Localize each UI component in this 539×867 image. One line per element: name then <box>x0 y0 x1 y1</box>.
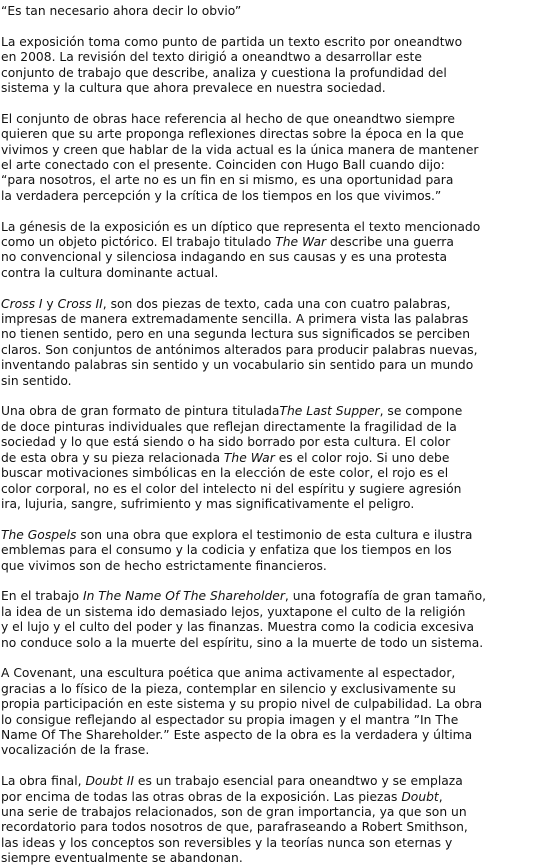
paragraph-text: Una obra de gran formato de pintura titulada <box>1 404 280 419</box>
paragraph-text: La génesis de la exposición es un díptico que representa el texto mencionado como un objeto pictórico. El trabajo titulado <box>1 219 481 250</box>
paragraph-text: describe una guerra no convencional y silenciosa indagando en sus causas y es una protesta contra la cultura dominante actual. <box>1 235 454 280</box>
paragraph <box>1 666 533 758</box>
paragraph-text: A Covenant, una escultura poética que anima activamente al espectador, gracias a lo físico de la pieza, contemplar en silencio y exclusivamente su propia participación en este sistema y su propio nivel de culpabilidad. La obra lo consigue reflejando al espectador su propia imagen y el mantra ”In The Name Of The Shareholder.” Este aspecto de la obra es la verdadera y última vocalización de la frase. <box>1 666 483 758</box>
work-title: Cross II <box>57 296 103 311</box>
paragraph-text: El conjunto de obras hace referencia al hecho de que oneandtwo siempre quieren que su arte proponga reflexiones directas sobre la época en la que vivimos y creen que hablar de la vida actual es la única manera de mantener el arte conectado con el presente. Coinciden con Hugo Ball cuando dijo: “para nosotros, el arte no es un fin en si mismo, es una oportunidad para la verdadera percepción y la crítica de los tiempos en los que vivimos.” <box>1 111 479 203</box>
paragraph-text: La exposición toma como punto de partida un texto escrito por oneandtwo en 2008. La revisión del texto dirigió a oneandtwo a desarrollar este conjunto de trabajo que describe, analiza y cuestiona la profundidad del sistema y la cultura que ahora prevalece en nuestra sociedad. <box>1 34 463 96</box>
work-title: Cross I <box>1 296 43 311</box>
paragraph <box>1 528 533 574</box>
work-title: The Gospels <box>1 527 77 542</box>
paragraph-text: , una fotografía de gran tamaño, la idea de un sistema ido demasiado lejos, yuxtapone el culto de la religión y el lujo y el culto del poder y las finanzas. Muestra como la codicia excesiva no conduce solo a la muerte del espíritu, sino a la muerte de todo un sistema. <box>1 589 486 650</box>
paragraph-text: son una obra que explora el testimonio de esta cultura e ilustra emblemas para el consumo y la codicia y enfatiza que los tiempos en los que vivimos son de hecho estrictamente financieros. <box>1 527 473 573</box>
paragraph <box>1 297 533 389</box>
work-title: Doubt <box>401 789 439 804</box>
work-title: Doubt II <box>85 774 135 789</box>
paragraph-text: , se compone de doce pinturas individuales que reflejan directamente la fragilidad de la sociedad y lo que está siendo o ha sido borrado por esta cultura. El color de esta obra y su pieza relacionada <box>1 404 463 465</box>
paragraph <box>1 35 533 97</box>
paragraph-text: La obra final, <box>1 774 86 789</box>
work-title: In The Name Of The Shareholder <box>82 589 285 604</box>
paragraph-text: y <box>42 296 58 311</box>
paragraph-text: En el trabajo <box>1 589 83 604</box>
paragraph-list <box>1 35 533 867</box>
paragraph <box>1 589 533 651</box>
paragraph <box>1 112 533 204</box>
work-title: The War <box>275 235 327 250</box>
work-title: The Last Supper <box>279 404 380 419</box>
paragraph-text: , una serie de trabajos relacionados, son de gran importancia, ya que son un recordatorio para todos nosotros de que, parafraseando a Robert Smithson, las ideas y los conceptos son reversibles y la teorías nunca son eternas y siempre eventualmente se abandonan. <box>1 789 468 866</box>
paragraph <box>1 404 533 512</box>
paragraph <box>1 220 533 282</box>
work-title: The War <box>223 450 275 465</box>
paragraph-text: es el color rojo. Si uno debe buscar motivaciones simbólicas en la elección de este color, el rojo es el color corporal, no es el color del intelecto ni del espíritu y sugiere agresión ira, lujuria, sangre, sufrimiento y mas significativamente el peligro. <box>1 450 462 511</box>
paragraph <box>1 774 533 866</box>
paragraph-text: , son dos piezas de texto, cada una con cuatro palabras, impresas de manera extremadamente sencilla. A primera vista las palabras no tienen sentido, pero en una segunda lectura sus significados se perciben claros. Son conjuntos de antónimos alterados para producir palabras nuevas, inventando palabras sin sentido y un vocabulario sin sentido para un mundo sin sentido. <box>1 296 478 388</box>
paragraph-text: es un trabajo esencial para oneandtwo y se emplaza por encima de todas las otras obras de la exposición. Las piezas <box>1 774 463 804</box>
document-title: “Es tan necesario ahora decir lo obvio” <box>1 4 242 18</box>
